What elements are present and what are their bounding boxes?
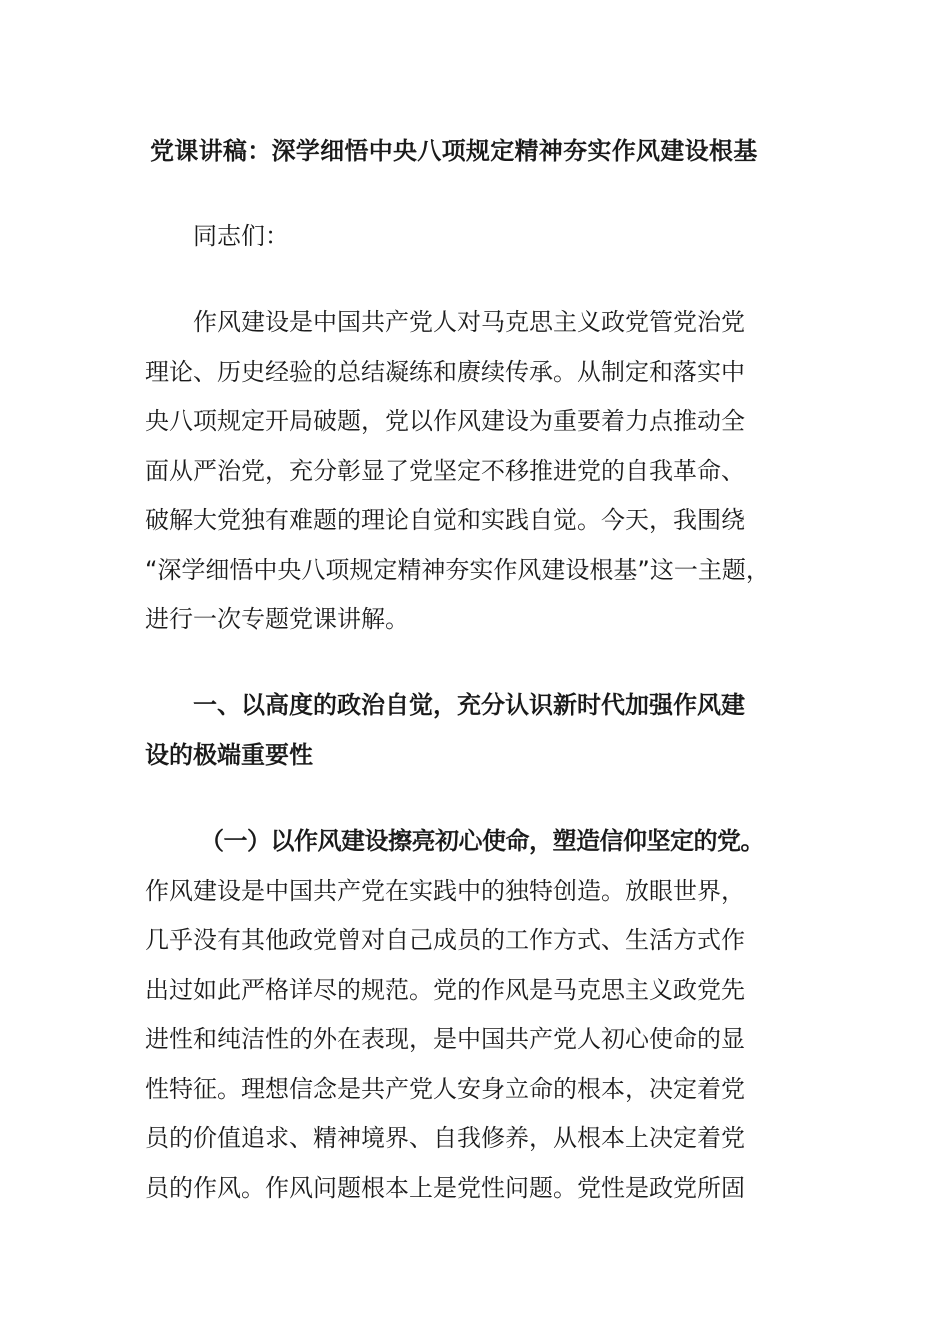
- paragraph-line: 央八项规定开局破题，党以作风建设为重要着力点推动全: [145, 407, 745, 435]
- paragraph-line: 作风建设是中国共产党在实践中的独特创造。放眼世界，: [145, 876, 745, 905]
- paragraph-line: 面从严治党，充分彰显了党坚定不移推进党的自我革命、: [145, 456, 745, 485]
- paragraph-line: 员的作风。作风问题根本上是党性问题。党性是政党所固: [145, 1173, 745, 1202]
- intro-paragraph: [145, 298, 805, 645]
- section-heading-line: 一、以高度的政治自觉，充分认识新时代加强作风建: [193, 691, 745, 719]
- paragraph-line: 进性和纯洁性的外在表现，是中国共产党人初心使命的显: [145, 1025, 745, 1053]
- section-heading: [145, 681, 805, 780]
- paragraph-line: 员的价值追求、精神境界、自我修养，从根本上决定着党: [145, 1124, 745, 1152]
- paragraph-line: 破解大党独有难题的理论自觉和实践自觉。今天，我围绕: [145, 506, 745, 534]
- section-heading-line: 设的极端重要性: [145, 740, 313, 769]
- paragraph-line: “深学细悟中央八项规定精神夯实作风建设根基”这一主题，: [145, 555, 770, 584]
- subsection-paragraph: [145, 817, 805, 1213]
- paragraph-line: 性特征。理想信念是共产党人安身立命的根本，决定着党: [145, 1074, 745, 1103]
- paragraph-line: 几乎没有其他政党曾对自己成员的工作方式、生活方式作: [145, 926, 745, 954]
- paragraph-line: 进行一次专题党课讲解。: [145, 605, 409, 633]
- subsection-heading: （一）以作风建设擦亮初心使命，塑造信仰坚定的党。: [200, 827, 764, 855]
- paragraph-line: 出过如此严格详尽的规范。党的作风是马克思主义政党先: [145, 975, 745, 1004]
- document-title: 党课讲稿：深学细悟中央八项规定精神夯实作风建设根基: [150, 137, 758, 165]
- salutation: 同志们：: [193, 222, 289, 250]
- paragraph-line: 作风建设是中国共产党人对马克思主义政党管党治党: [193, 308, 745, 336]
- paragraph-line: 理论、历史经验的总结凝练和赓续传承。从制定和落实中: [145, 357, 745, 386]
